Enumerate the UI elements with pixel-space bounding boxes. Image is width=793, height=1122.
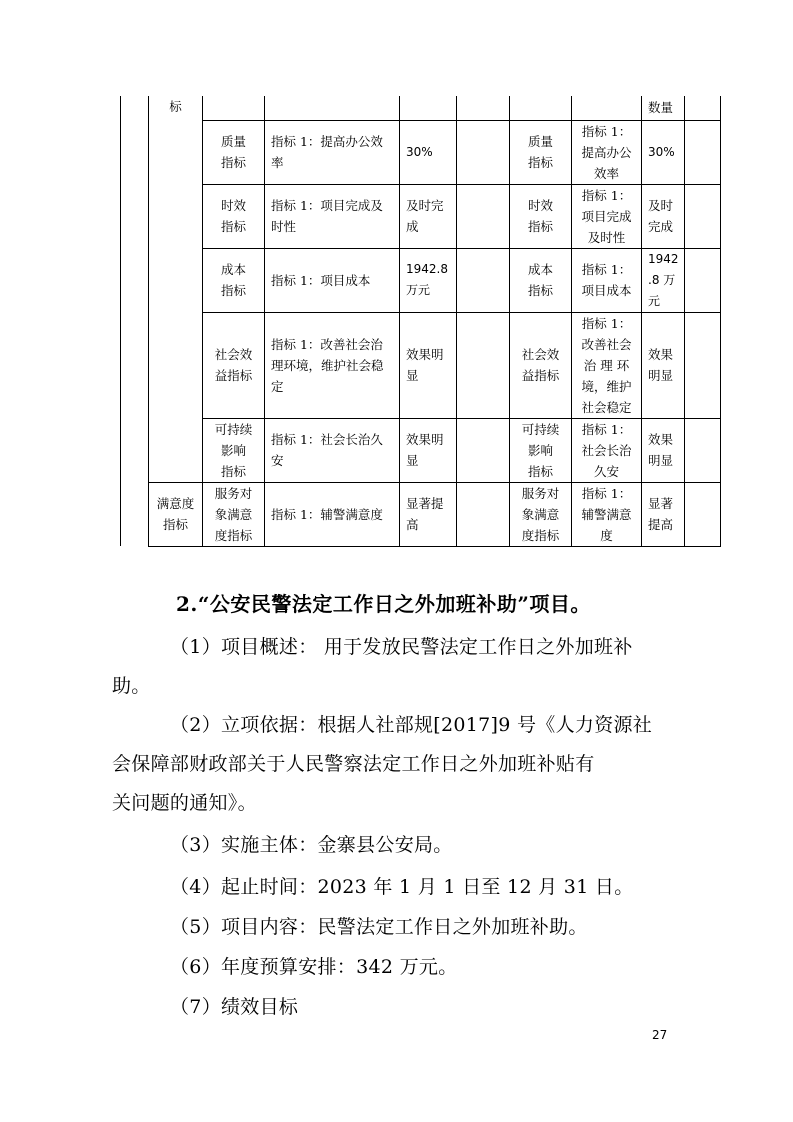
target-value-cell-line: 高 (406, 517, 419, 532)
indicator-type-cell-line: 时效 (220, 198, 246, 213)
content-line: （5）项目内容：民警法定工作日之外加班补助。 (170, 916, 588, 938)
indicator-cell-line: 指标 1：社会长治久 (271, 432, 383, 447)
indicator-type-cell-line: 指标 (220, 219, 246, 234)
blank-cell (685, 96, 721, 120)
indicator-cell (265, 184, 400, 248)
indicator-cell-right-line: 及时性 (587, 229, 626, 245)
indicator-cell-right (572, 248, 642, 312)
target-value-cell-line: 万元 (406, 283, 431, 297)
target-value-cell-right-line: 及时 (648, 198, 674, 213)
indicator-cell-right-line: 指标 1： (581, 187, 632, 203)
target-value-cell-line: 1942.8 (406, 262, 448, 276)
indicator-cell (265, 482, 400, 546)
blank-cell (685, 482, 721, 546)
output-category-cell (149, 96, 203, 482)
target-value-cell-right-line: 明显 (648, 453, 674, 468)
output-category-label: 标 (169, 99, 182, 114)
table-row (121, 482, 721, 546)
indicator-type-cell-right-line: 指标 (527, 463, 553, 479)
indicator-type-cell-right-line: 象满意 (521, 506, 560, 522)
indicator-type-cell-right (510, 312, 572, 418)
indicator-cell-line: 指标 1：提高办公效 (271, 134, 383, 149)
target-value-cell-right (642, 312, 685, 418)
indicator-type-cell-right-line: 指标 (527, 155, 553, 170)
indicator-cell-right-line: 辅警满意 (581, 506, 632, 522)
indicator-type-cell-right-line: 社会效 (521, 347, 560, 362)
indicator-cell-line: 指标 1：辅警满意度 (271, 506, 383, 522)
target-value-cell (400, 312, 457, 418)
indicator-cell-right-line: 项目成本 (581, 283, 632, 298)
indicator-type-cell-right-line: 度指标 (521, 527, 560, 543)
indicator-type-cell-right-line: 成本 (527, 262, 553, 277)
indicator-type-cell-right-line: 时效 (527, 198, 553, 213)
indicator-cell-line: 指标 1：项目完成及 (271, 198, 383, 213)
section-heading: 2.“公安民警法定工作日之外加班补助”项目。 (176, 592, 591, 616)
blank-cell (572, 96, 642, 120)
indicator-cell-right-line: 指标 1： (581, 421, 632, 437)
indicator-cell-right-line: 指标 1： (581, 315, 632, 331)
blank-cell (265, 96, 400, 120)
indicator-cell-right-line: 指标 1： (581, 262, 632, 277)
satisfaction-category-cell (149, 482, 203, 546)
indicator-type-cell-line: 影响 (220, 442, 246, 458)
blank-cell (457, 248, 510, 312)
indicator-type-cell-line: 度指标 (214, 527, 253, 543)
blank-cell (400, 96, 457, 120)
indicator-cell (265, 120, 400, 184)
indicator-type-cell-line: 象满意 (214, 506, 253, 522)
table-row (121, 96, 721, 120)
blank-cell (457, 96, 510, 120)
indicator-type-cell (203, 312, 265, 418)
indicator-type-cell-right (510, 184, 572, 248)
indicator-type-cell-line: 社会效 (214, 347, 253, 362)
indicator-cell-line: 安 (271, 453, 284, 468)
indicator-type-cell-line: 质量 (220, 134, 246, 149)
indicator-type-cell-right (510, 248, 572, 312)
quantity-cell: 数量 (642, 96, 685, 120)
blank-cell (685, 120, 721, 184)
target-value-cell-right (642, 248, 685, 312)
overview-line-2: 助。 (112, 675, 151, 697)
indicator-type-cell-right-line: 指标 (527, 283, 553, 298)
blank-cell (457, 184, 510, 248)
target-value-cell-right-line: 元 (648, 293, 661, 308)
outer-blank-cell (121, 96, 149, 546)
target-value-cell-right-line: 明显 (648, 368, 674, 383)
blank-cell (685, 418, 721, 482)
indicator-cell-right-line: 提高办公 (581, 144, 632, 160)
indicator-cell-right-line: 治 理 环 (583, 357, 630, 373)
target-value-cell-right-line: 效果 (648, 347, 674, 362)
indicator-type-cell-right (510, 120, 572, 184)
target-value-cell-right (642, 184, 685, 248)
indicator-type-cell-right-line: 影响 (527, 442, 553, 458)
indicator-cell-right-line: 久安 (593, 463, 619, 479)
satisfaction-category-cell-line: 满意度 (156, 496, 195, 511)
target-value-cell-line: 及时完 (406, 198, 444, 213)
indicator-type-cell-line: 成本 (220, 262, 246, 277)
blank-cell (457, 418, 510, 482)
indicator-type-cell (203, 184, 265, 248)
target-value-cell-right (642, 482, 685, 546)
indicator-cell-line: 时性 (271, 219, 297, 234)
table-row (121, 248, 721, 312)
target-value-cell-right-line: 效果 (648, 432, 674, 447)
table-row (121, 184, 721, 248)
indicator-cell-line: 率 (271, 155, 284, 170)
overview-line-1: （1）项目概述： 用于发放民警法定工作日之外加班补 (170, 636, 633, 658)
budget-line: （6）年度预算安排：342 万元。 (170, 956, 458, 978)
indicator-cell-right-line: 项目完成 (581, 208, 632, 224)
indicator-type-cell-line: 服务对 (214, 485, 253, 501)
indicator-type-cell-right-line: 可持续 (521, 421, 560, 437)
indicator-type-cell-right-line: 指标 (527, 219, 553, 234)
indicator-cell-line: 指标 1：改善社会治 (271, 336, 383, 352)
target-value-cell-line: 30% (406, 144, 433, 159)
indicator-type-cell (203, 418, 265, 482)
indicator-cell-right-line: 改善社会 (581, 336, 632, 352)
indicator-type-cell (203, 248, 265, 312)
indicator-type-cell-right-line: 质量 (527, 134, 553, 149)
basis-line-2: 会保障部财政部关于人民警察法定工作日之外加班补贴有 (112, 753, 595, 775)
indicator-cell-right (572, 120, 642, 184)
indicator-type-cell-line: 益指标 (214, 368, 253, 383)
target-value-cell (400, 184, 457, 248)
target-value-cell-line: 效果明 (406, 432, 444, 447)
satisfaction-category-cell-line: 指标 (162, 517, 188, 532)
indicator-type-cell-line: 指标 (220, 283, 246, 298)
table-row (121, 312, 721, 418)
implementer-line: （3）实施主体：金寨县公安局。 (170, 834, 453, 856)
indicator-cell-right-line: 指标 1： (581, 123, 632, 139)
indicator-type-cell (203, 482, 265, 546)
blank-cell (203, 96, 265, 120)
indicator-cell (265, 312, 400, 418)
target-value-cell (400, 248, 457, 312)
target-value-cell-right (642, 418, 685, 482)
indicator-cell-line: 理环境，维护社会稳 (271, 357, 384, 373)
period-line: （4）起止时间：2023 年 1 月 1 日至 12 月 31 日。 (170, 876, 634, 898)
indicator-cell-right (572, 184, 642, 248)
indicator-cell (265, 248, 400, 312)
indicator-cell-line: 指标 1：项目成本 (271, 272, 371, 288)
target-value-cell-right-line: 显著 (648, 496, 674, 511)
target-value-cell-line: 显 (406, 453, 419, 468)
indicator-type-cell-right-line: 服务对 (521, 485, 560, 501)
indicator-cell-right-line: 社会长治 (581, 442, 632, 458)
table-row (121, 120, 721, 184)
target-value-cell-right-line: 1942 (648, 251, 679, 266)
basis-line-3: 关问题的通知》。 (112, 792, 257, 814)
blank-cell (457, 482, 510, 546)
basis-line-1: （2）立项依据：根据人社部规[2017]9 号《人力资源社 (170, 714, 653, 736)
indicator-cell-right-line: 度 (600, 527, 613, 543)
indicator-cell-right (572, 312, 642, 418)
indicator-cell-line: 定 (271, 378, 284, 394)
target-value-cell-line: 显著提 (406, 496, 444, 511)
indicator-type-cell-right (510, 482, 572, 546)
indicator-cell (265, 418, 400, 482)
target-value-cell (400, 418, 457, 482)
blank-cell (457, 312, 510, 418)
indicator-type-cell (203, 120, 265, 184)
indicator-cell-right (572, 482, 642, 546)
indicator-type-cell-right (510, 418, 572, 482)
indicator-type-cell-right-line: 益指标 (521, 368, 560, 383)
target-value-cell-line: 效果明 (406, 347, 444, 362)
target-value-cell (400, 120, 457, 184)
indicator-cell-right-line: 指标 1： (581, 485, 632, 501)
goal-line: （7）绩效目标 (170, 996, 299, 1018)
table-row (121, 418, 721, 482)
target-value-cell-right-line: 提高 (648, 517, 674, 532)
indicator-type-cell-line: 指标 (220, 155, 246, 170)
blank-cell (685, 248, 721, 312)
target-value-cell-right-line: .8 万 (648, 272, 676, 287)
page-number: 27 (652, 1028, 668, 1042)
indicator-cell-right-line: 境，维护 (581, 378, 632, 394)
indicator-type-cell-line: 可持续 (214, 421, 253, 437)
blank-cell (685, 184, 721, 248)
blank-cell (510, 96, 572, 120)
target-value-cell (400, 482, 457, 546)
performance-indicator-table (120, 96, 721, 547)
blank-cell (685, 312, 721, 418)
indicator-type-cell-line: 指标 (220, 463, 246, 479)
indicator-cell-right-line: 效率 (593, 165, 619, 181)
target-value-cell-line: 成 (406, 219, 419, 234)
indicator-cell-right (572, 418, 642, 482)
blank-cell (457, 120, 510, 184)
target-value-cell-line: 显 (406, 368, 419, 383)
target-value-cell-right-line: 完成 (648, 219, 674, 234)
target-value-cell-right (642, 120, 685, 184)
indicator-cell-right-line: 社会稳定 (581, 399, 632, 415)
target-value-cell-right-line: 30% (648, 144, 675, 159)
